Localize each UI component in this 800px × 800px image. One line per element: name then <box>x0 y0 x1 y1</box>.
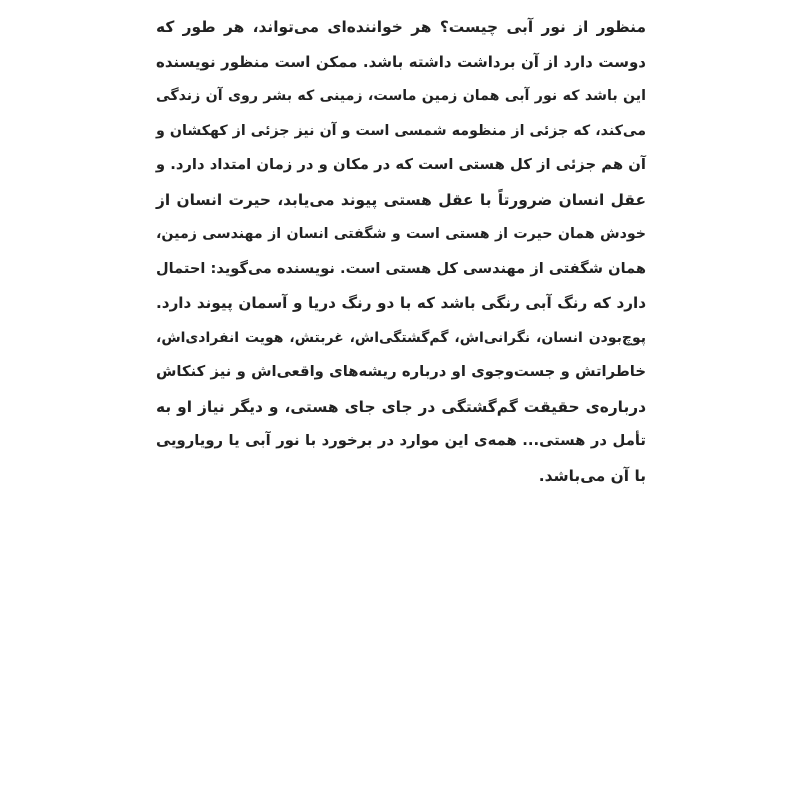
text-line: همان شگفتی از مهندسی کل هستی است. نویسنده می‌گوید: احتمال <box>156 259 646 277</box>
text-line: عقل انسان ضرورتاً با عقل هستی پیوند می‌یابد، حیرت انسان از <box>156 190 646 209</box>
text-line: می‌کند، که جزئی از منظومه شمسی است و آن نیز جزئی از کهکشان و <box>156 122 646 139</box>
text-line: خودش همان حیرت از هستی است و شگفتی انسان از مهندسی زمین، <box>156 226 646 242</box>
text-line: منظور از نور آبی چیست؟ هر خواننده‌ای می‌تواند، هر طور که <box>156 18 646 36</box>
text-line: دوست دارد از آن برداشت داشته باشد. ممکن است منظور نویسنده <box>156 52 646 71</box>
text-line: دارد که رنگ آبی رنگی باشد که با دو رنگ دریا و آسمان پیوند دارد. <box>156 294 646 312</box>
text-line: تأمل در هستی... همه‌ی این موارد در برخورد با نور آبی یا رویارویی <box>156 432 646 449</box>
text-line: پوچ‌بودن انسان، نگرانی‌اش، گم‌گشتگی‌اش، غربتش، هویت انفرادی‌اش، <box>156 329 646 346</box>
text-line: آن هم جزئی از کل هستی است که در مکان و در زمان امتداد دارد. و <box>155 156 646 173</box>
text-line: این باشد که نور آبی همان زمین ماست، زمینی که بشر روی آن زندگی <box>156 88 646 104</box>
text-line: درباره‌ی حقیقت گم‌گشتگی در جای جای هستی، و دیگر نیاز او به <box>156 397 646 416</box>
text-line: خاطراتش و جست‌وجوی او درباره ریشه‌های واقعی‌اش و نیز کنکاش <box>156 363 646 380</box>
text-line: با آن می‌باشد. <box>538 466 646 485</box>
body-text <box>156 10 646 493</box>
